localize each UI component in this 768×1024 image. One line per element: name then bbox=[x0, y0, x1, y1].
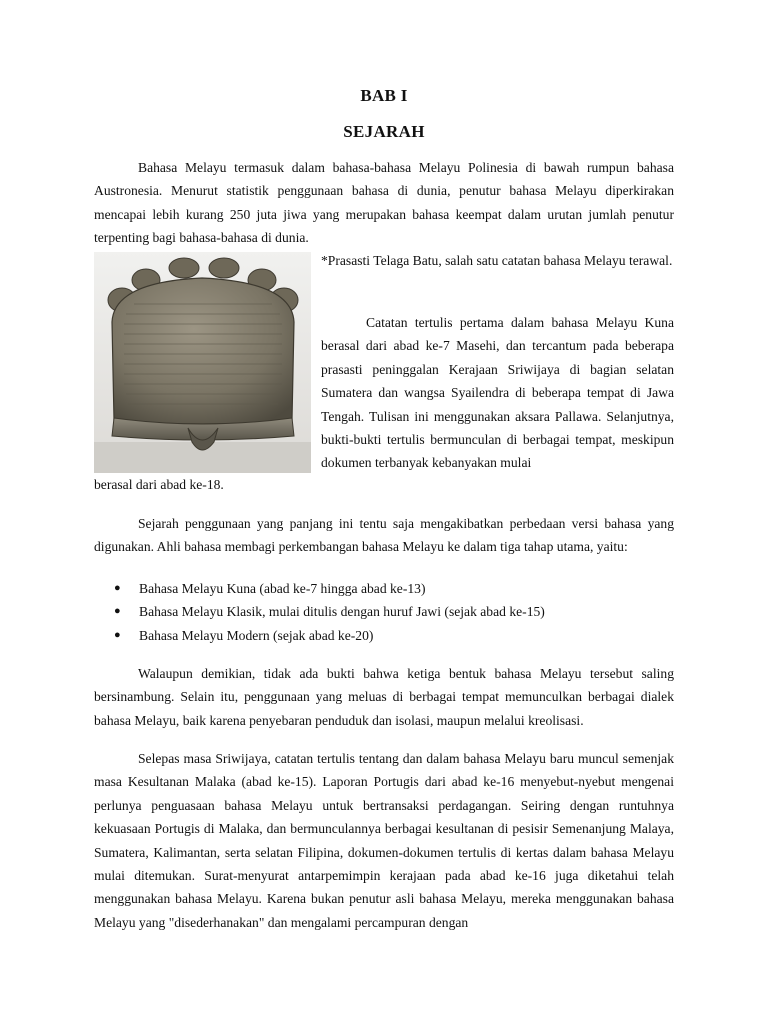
figure-caption: *Prasasti Telaga Batu, salah satu catatan bahasa Melayu terawal. bbox=[321, 253, 673, 268]
list-item bbox=[94, 600, 674, 623]
stages-list bbox=[94, 577, 674, 647]
chapter-title: SEJARAH bbox=[343, 122, 425, 141]
paragraph-continuity: Walaupun demikian, tidak ada bukti bahwa ketiga bentuk bahasa Melayu tersebut saling bersinambung. Selain itu, penggunaan yang meluas di berbagai tempat memunculkan berbagai dialek bahasa Melayu, baik karena penyebaran penduduk dan isolasi, maupun melalui kreolisasi. bbox=[94, 666, 674, 728]
paragraph-intro: Bahasa Melayu termasuk dalam bahasa-bahasa Melayu Polinesia di bawah rumpun bahasa Austronesia. Menurut statistik penggunaan bahasa di dunia, penutur bahasa Melayu diperkirakan mencapai lebih kurang 250 juta jiwa yang merupakan bahasa keempat dalam urutan jumlah penutur terpenting bagi bahasa-bahasa di dunia. bbox=[94, 160, 674, 246]
list-item-text: Bahasa Melayu Klasik, mulai ditulis dengan huruf Jawi (sejak abad ke-15) bbox=[139, 604, 545, 620]
bullet-icon: ● bbox=[114, 628, 121, 641]
list-item-text: Bahasa Melayu Modern (sejak abad ke-20) bbox=[139, 627, 374, 643]
paragraph-history-side: Catatan tertulis pertama dalam bahasa Melayu Kuna berasal dari abad ke-7 Masehi, dan tercantum pada beberapa prasasti peninggalan Kerajaan Sriwijaya di bagian selatan Sumatera dan wangsa Syailendra di beberapa tempat di Jawa Tengah. Tulisan ini menggunakan aksara Pallawa. Selanjutnya, bukti-bukti tertulis bermunculan di berbagai tempat, meskipun dokumen terbanyak kebanyakan mulai bbox=[321, 315, 674, 471]
list-item-text: Bahasa Melayu Kuna (abad ke-7 hingga abad ke-13) bbox=[139, 581, 426, 596]
bullet-icon: ● bbox=[114, 605, 121, 618]
telaga-batu-stone-image bbox=[94, 252, 311, 473]
list-item bbox=[94, 624, 674, 647]
list-item bbox=[94, 577, 674, 600]
paragraph-malacca: Selepas masa Sriwijaya, catatan tertulis tentang dan dalam bahasa Melayu baru muncul semenjak masa Kesultanan Malaka (abad ke-15). Laporan Portugis dari abad ke-16 menyebut-nyebut mengenai perlunya penguasaan bahasa Melayu untuk bertransaksi perdagangan. Seiring dengan runtuhnya kekuasaan Portugis di Malaka, dan bermunculannya berbagai kesultanan di pesisir Semenanjung Malaya, Sumatera, Kalimantan, serta selatan Filipina, dokumen-dokumen tertulis di kertas dalam bahasa Melayu mulai ditemukan. Surat-menyurat antarpemimpin kerajaan pada abad ke-16 juga diketahui telah menggunakan bahasa Melayu. Karena bukan penutur asli bahasa Melayu, mereka menggunakan bahasa Melayu yang "disederhanakan" dan mengalami percampuran dengan bbox=[94, 751, 674, 930]
bullet-icon: ● bbox=[114, 582, 121, 594]
inscription-photo bbox=[94, 252, 311, 473]
paragraph-periods: Sejarah penggunaan yang panjang ini tentu saja mengakibatkan perbedaan versi bahasa yang digunakan. Ahli bahasa membagi perkembangan bahasa Melayu ke dalam tiga tahap utama, yaitu: bbox=[94, 516, 674, 555]
chapter-heading: BAB I bbox=[360, 86, 408, 105]
paragraph-history-continuation: berasal dari abad ke-18. bbox=[94, 477, 224, 492]
